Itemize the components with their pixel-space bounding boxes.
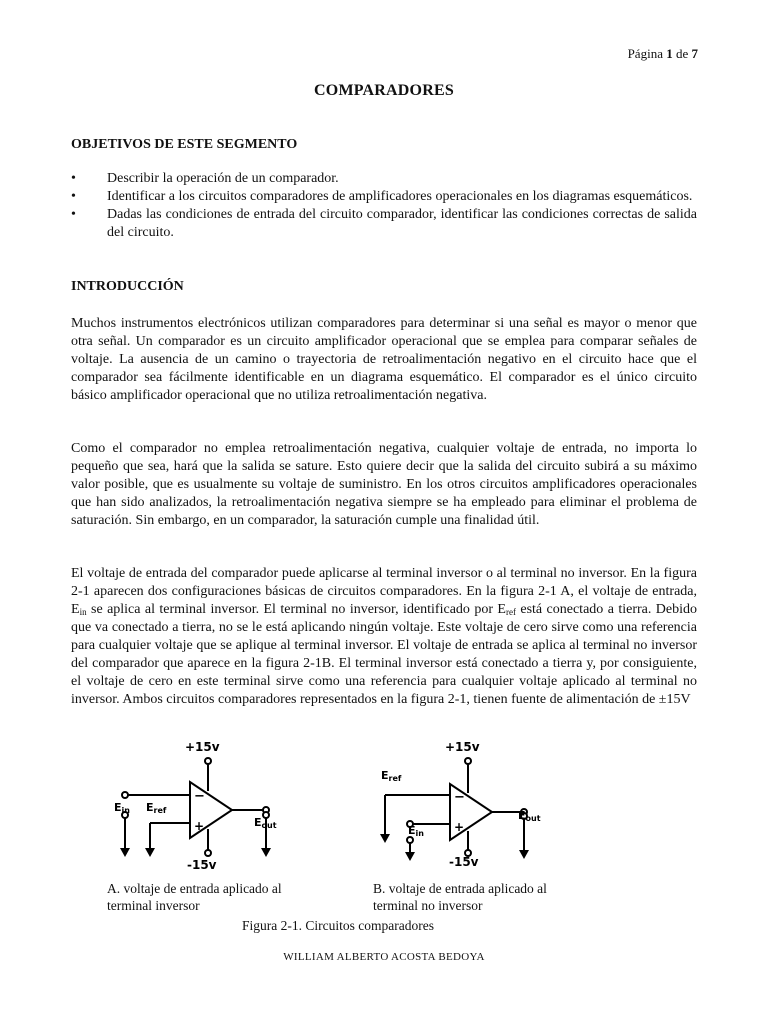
caption-a-line-1: A. voltaje de entrada aplicado al: [107, 881, 282, 896]
document-title: COMPARADORES: [314, 82, 454, 99]
caption-b-line-2: terminal no inversor: [373, 898, 483, 913]
page-label: Página: [627, 46, 663, 61]
paragraph-text: El voltaje de entrada del comparador puede aplicarse al terminal inversor o al terminal no inversor. En la figura 2-1 aparecen dos configuraciones básicas de circuitos comparadores. En la figura 2-1 A, el voltaje de entrada, E: [71, 566, 697, 617]
page-current: 1: [666, 46, 673, 61]
intro-heading: INTRODUCCIÓN: [71, 279, 184, 294]
vplus-label: +15v: [445, 740, 480, 754]
objectives-heading: OBJETIVOS DE ESTE SEGMENTO: [71, 137, 298, 152]
objective-item: [71, 206, 697, 242]
inverting-sign: −: [194, 789, 205, 804]
bullet-marker: •: [71, 189, 76, 204]
bullet-marker: •: [71, 207, 76, 222]
page-of: de: [675, 46, 689, 61]
ground-icon: [519, 850, 529, 859]
ground-icon: [120, 848, 130, 857]
caption-b-line-1: B. voltaje de entrada aplicado al: [373, 881, 547, 896]
intro-paragraph-1: Muchos instrumentos electrónicos utilizan comparadores para determinar si una señal es mayor o menor que otra señal. Un comparador es un circuito amplificador operacional que se emplea para comparar señales de voltaje. La ausencia de un camino o trayectoria de retroalimentación negativo en el circuito hace que el comparador sea fácilmente identificable en un diagrama esquemático. El comparador es el único circuito básico amplificador operacional que no utiliza retroalimentación negativa.: [71, 316, 697, 403]
paragraph-text: está conectado a tierra. Debido que va conectado a tierra, no se le está aplicando ningún voltaje. Este voltaje de cero sirve como una referencia para cualquier voltaje que se aplique al terminal inversor. El voltaje de entrada se aplica al terminal no inversor del comparador que aparece en la figura 2-1B. El terminal inversor está conectado a tierra y, por consiguiente, el voltaje de cero en este terminal sirve como una referencia para cualquier voltaje aplicado al terminal no inversor. Ambos circuitos comparadores representados en la figura 2-1, tienen fuente de alimentación de ±15V: [71, 602, 697, 707]
figure-caption-b: [373, 880, 547, 914]
noninverting-sign: +: [454, 820, 465, 834]
ein-label: Ein: [114, 801, 130, 815]
subscript-in: in: [79, 607, 87, 617]
page-footer: WILLIAM ALBERTO ACOSTA BEDOYA: [283, 951, 485, 963]
subscript-ref: ref: [505, 607, 516, 617]
ground-icon: [145, 848, 155, 857]
bullet-marker: •: [71, 171, 76, 186]
figure-caption-a: [107, 880, 282, 914]
noninverting-sign: +: [194, 819, 205, 833]
comparator-circuit-a: [112, 738, 292, 870]
page-number: [628, 46, 698, 62]
objective-text: Dadas las condiciones de entrada del circuito comparador, identificar las condiciones correctas de salida del circuito.: [107, 207, 697, 240]
objective-item: [71, 170, 697, 188]
intro-paragraph-3: [71, 565, 697, 709]
caption-a-line-2: terminal inversor: [107, 898, 200, 913]
ground-icon: [405, 852, 415, 861]
paragraph-text: se aplica al terminal inversor. El terminal no inversor, identificado por E: [86, 602, 506, 617]
eref-label: Eref: [381, 769, 402, 783]
eout-label: Eout: [518, 809, 541, 823]
ground-icon: [261, 848, 271, 857]
objective-text: Identificar a los circuitos comparadores de amplificadores operacionales en los diagramas esquemáticos.: [107, 189, 693, 204]
figure-caption: Figura 2-1. Circuitos comparadores: [242, 918, 434, 933]
vminus-label: -15v: [187, 858, 217, 870]
page-total: 7: [691, 46, 698, 61]
objective-item: [71, 188, 697, 206]
inverting-sign: −: [454, 790, 465, 805]
objective-text: Describir la operación de un comparador.: [107, 171, 339, 186]
vminus-label: -15v: [449, 855, 479, 869]
eref-label: Eref: [146, 801, 167, 815]
intro-paragraph-2: Como el comparador no emplea retroalimentación negativa, cualquier voltaje de entrada, no importa lo pequeño que sea, hará que la salida se sature. Esto quiere decir que la salida del circuito subirá a su máximo valor posible, que es usualmente su voltaje de suministro. En los otros circuitos amplificadores operacionales que han sido analizados, la retroalimentación negativa siempre se ha empleado para eliminar el problema de saturación. Sin embargo, en un comparador, la saturación cumple una finalidad útil.: [71, 441, 697, 528]
objectives-list: [71, 170, 697, 242]
ein-label: Ein: [408, 824, 424, 838]
ground-icon: [380, 834, 390, 843]
comparator-circuit-b: [372, 738, 552, 870]
eout-label: Eout: [254, 816, 277, 830]
vplus-label: +15v: [185, 740, 220, 754]
